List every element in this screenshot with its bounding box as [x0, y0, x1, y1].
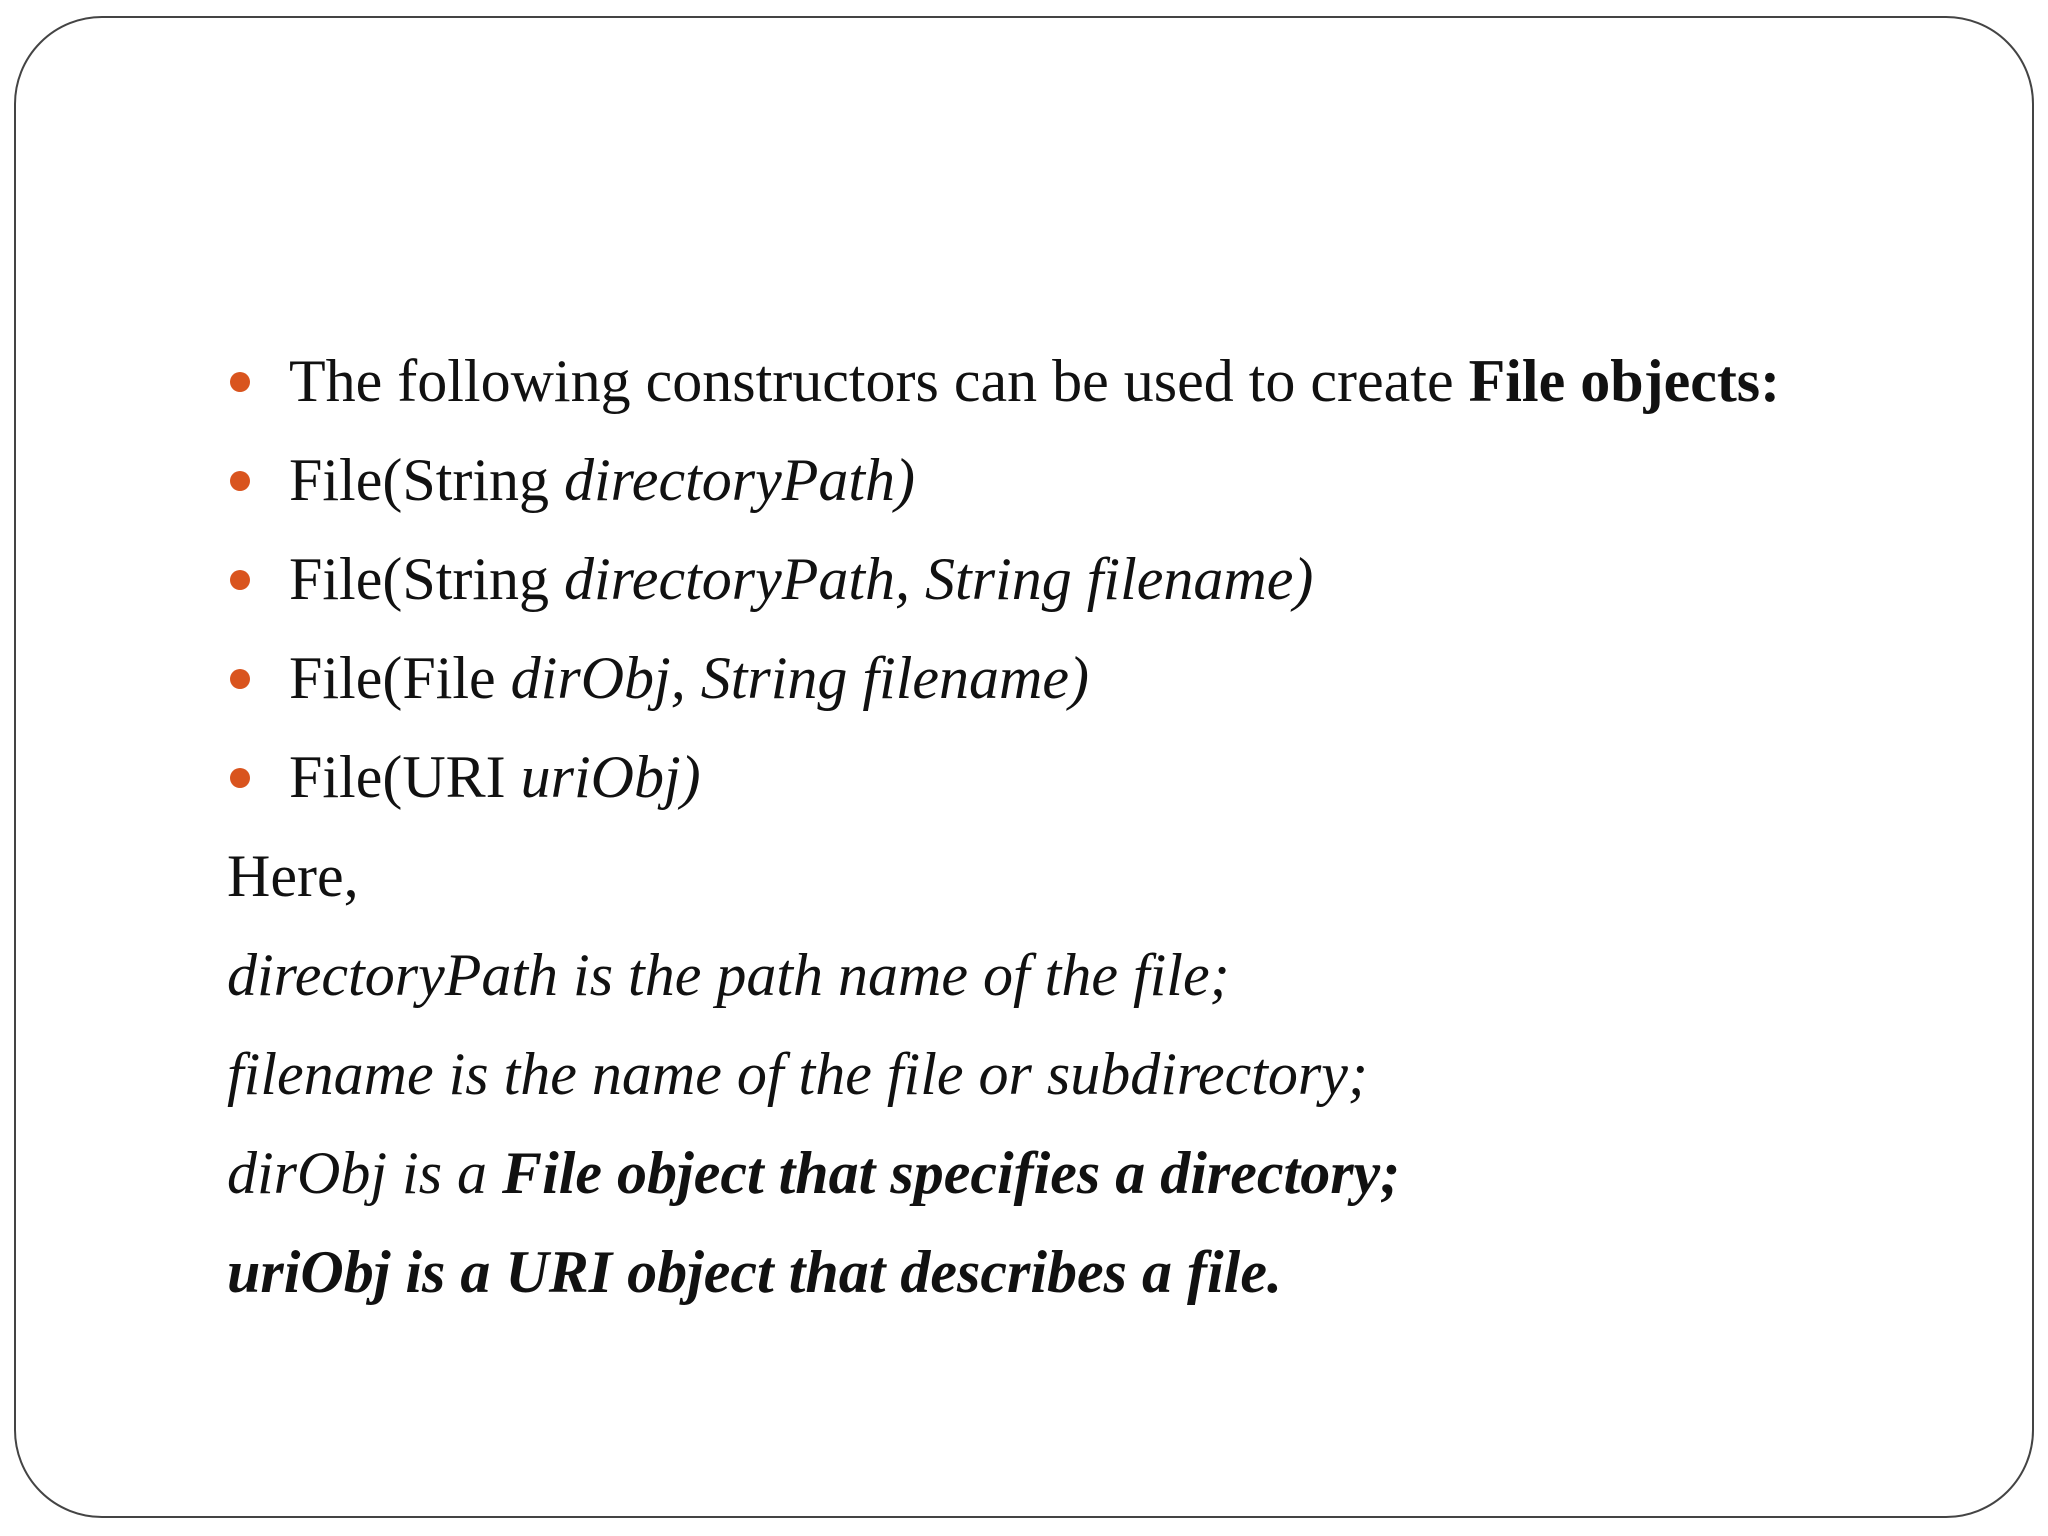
def-dirobj	[227, 1124, 1947, 1223]
constructor-list	[227, 332, 1947, 827]
constructor-params: directoryPath, String filename)	[564, 546, 1314, 612]
constructor-params: dirObj, String filename)	[510, 645, 1089, 711]
def-dirobj-bold: File object that specifies a directory;	[502, 1140, 1401, 1206]
def-dirobj-italic: dirObj is a	[227, 1140, 503, 1206]
constructor-params: directoryPath)	[564, 447, 916, 513]
intro-text: The following constructors can be used to create	[289, 348, 1469, 414]
def-directorypath: directoryPath is the path name of the file;	[227, 942, 1230, 1008]
constructor-prefix: File(URI	[289, 744, 521, 810]
constructor-prefix: File(String	[289, 447, 565, 513]
slide-content	[227, 332, 1947, 1322]
bullet-dot-icon	[230, 768, 250, 788]
constructor-prefix: File(File	[289, 645, 511, 711]
constructor-prefix: File(String	[289, 546, 565, 612]
bullet-dot-icon	[230, 372, 250, 392]
bullet-constructor-uriobj	[227, 728, 1947, 827]
here-label: Here,	[227, 843, 359, 909]
bullet-dot-icon	[230, 570, 250, 590]
bullet-dot-icon	[230, 669, 250, 689]
bullet-constructor-directorypath	[227, 431, 1947, 530]
bullet-dot-icon	[230, 471, 250, 491]
intro-bold-text: File objects:	[1468, 348, 1781, 414]
def-uriobj: uriObj is a URI object that describes a file.	[227, 1239, 1282, 1305]
constructor-params: uriObj)	[520, 744, 701, 810]
bullet-constructor-directorypath-filename	[227, 530, 1947, 629]
bullet-constructor-dirobj-filename	[227, 629, 1947, 728]
def-filename: filename is the name of the file or subdirectory;	[227, 1041, 1368, 1107]
bullet-intro	[227, 332, 1947, 431]
